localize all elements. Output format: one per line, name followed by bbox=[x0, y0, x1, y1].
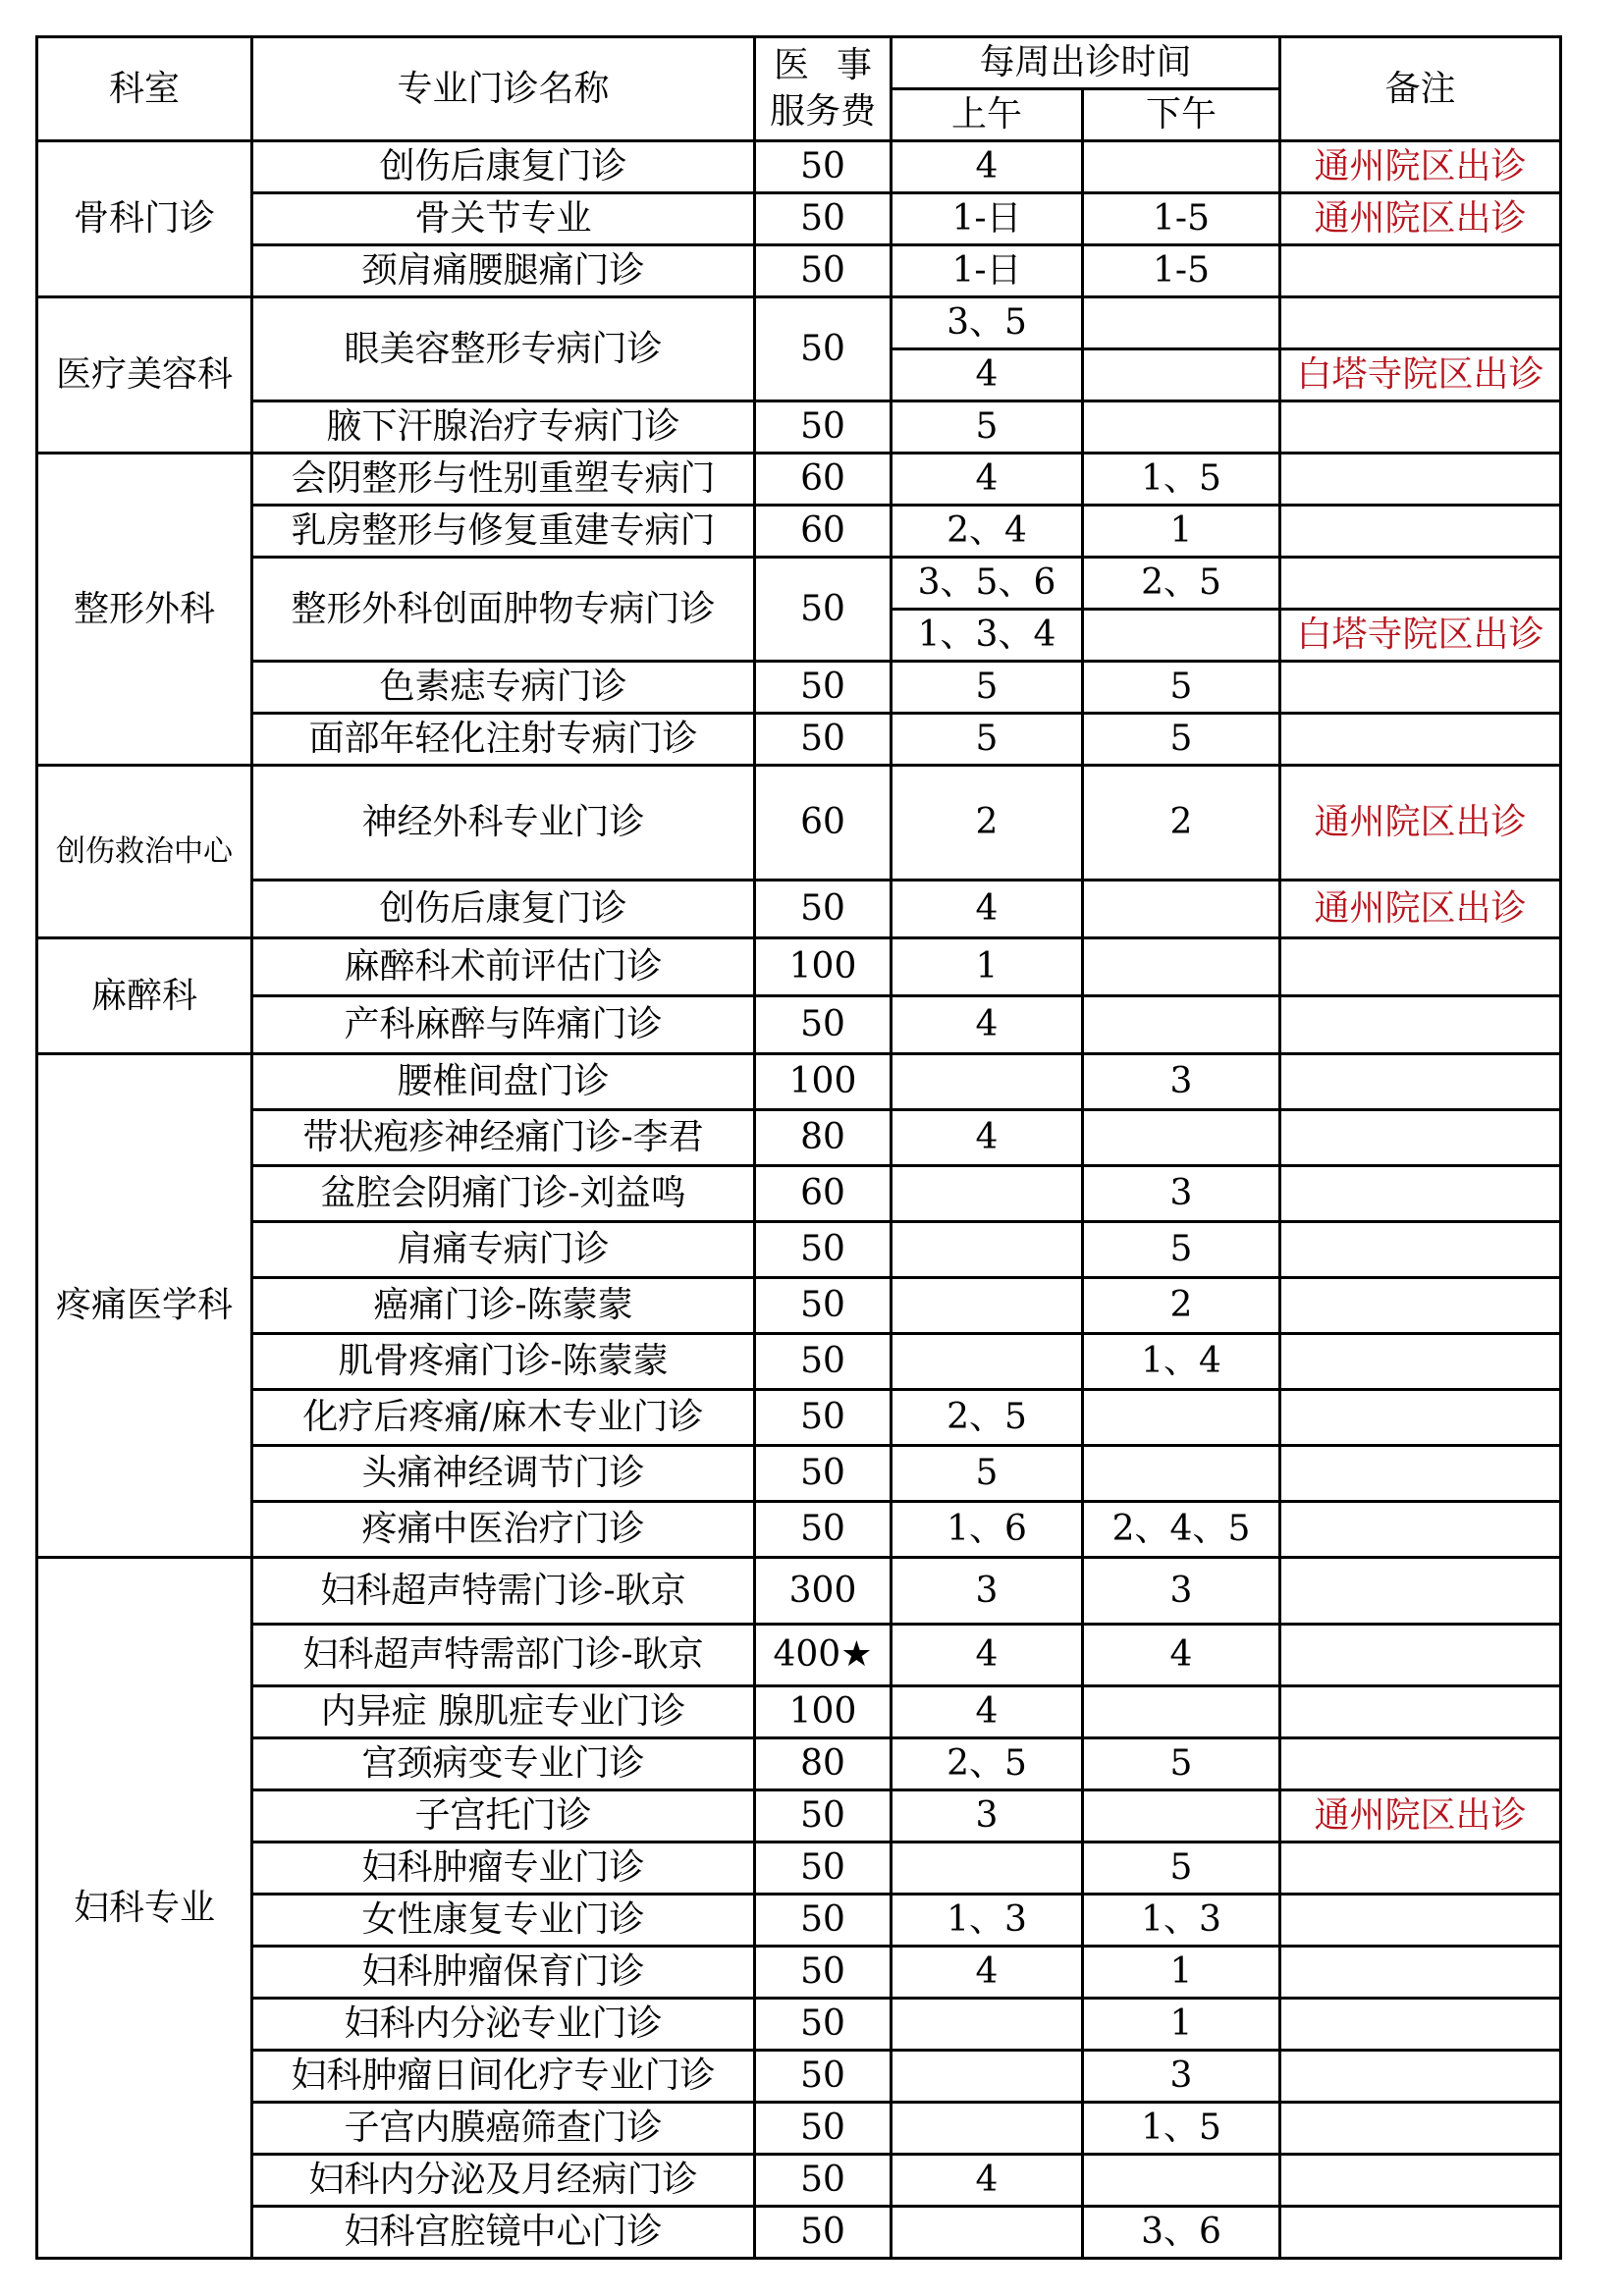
fee: 50 bbox=[755, 2207, 892, 2259]
am-days: 4 bbox=[892, 1947, 1083, 1999]
table-row bbox=[37, 1222, 1561, 1278]
fee: 100 bbox=[755, 1686, 892, 1738]
remark bbox=[1280, 1502, 1561, 1558]
fee: 50 bbox=[755, 996, 892, 1054]
table-row bbox=[37, 454, 1561, 506]
pm-days: 1、5 bbox=[1083, 454, 1280, 506]
clinic-name: 盆腔会阴痛门诊-刘益鸣 bbox=[252, 1166, 755, 1222]
fee: 50 bbox=[755, 881, 892, 938]
fee: 100 bbox=[755, 938, 892, 996]
header-pm: 下午 bbox=[1083, 89, 1280, 141]
remark bbox=[1280, 1110, 1561, 1166]
dept-cell: 麻醉科 bbox=[37, 938, 252, 1054]
table-row bbox=[37, 1842, 1561, 1895]
remark bbox=[1280, 506, 1561, 558]
remark bbox=[1280, 2051, 1561, 2103]
remark bbox=[1280, 558, 1561, 610]
clinic-name: 妇科肿瘤保育门诊 bbox=[252, 1947, 755, 1999]
fee: 50 bbox=[755, 2155, 892, 2207]
pm-days: 5 bbox=[1083, 1738, 1280, 1790]
am-days: 2 bbox=[892, 766, 1083, 881]
pm-days: 1 bbox=[1083, 1947, 1280, 1999]
am-days: 5 bbox=[892, 662, 1083, 714]
am-days: 4 bbox=[892, 141, 1083, 193]
am-days: 4 bbox=[892, 1686, 1083, 1738]
fee: 60 bbox=[755, 506, 892, 558]
clinic-name: 颈肩痛腰腿痛门诊 bbox=[252, 245, 755, 297]
am-days: 4 bbox=[892, 1110, 1083, 1166]
clinic-schedule-table bbox=[35, 35, 1562, 2260]
pm-days: 3 bbox=[1083, 2051, 1280, 2103]
pm-days: 1、5 bbox=[1083, 2103, 1280, 2155]
am-days: 2、5 bbox=[892, 1390, 1083, 1446]
header-fee-char-2: 事 bbox=[836, 44, 872, 85]
am-days bbox=[892, 1842, 1083, 1895]
clinic-name: 妇科内分泌及月经病门诊 bbox=[252, 2155, 755, 2207]
clinic-name: 肩痛专病门诊 bbox=[252, 1222, 755, 1278]
am-days: 1、3、4 bbox=[892, 610, 1083, 662]
am-days: 1、6 bbox=[892, 1502, 1083, 1558]
table-row bbox=[37, 141, 1561, 193]
table-row bbox=[37, 2155, 1561, 2207]
clinic-name: 产科麻醉与阵痛门诊 bbox=[252, 996, 755, 1054]
pm-days: 5 bbox=[1083, 1222, 1280, 1278]
fee: 50 bbox=[755, 2103, 892, 2155]
am-days: 1、3 bbox=[892, 1895, 1083, 1947]
am-days: 5 bbox=[892, 714, 1083, 766]
clinic-name: 色素痣专病门诊 bbox=[252, 662, 755, 714]
am-days: 4 bbox=[892, 349, 1083, 401]
table-row bbox=[37, 2051, 1561, 2103]
pm-days bbox=[1083, 938, 1280, 996]
clinic-name: 乳房整形与修复重建专病门 bbox=[252, 506, 755, 558]
remark bbox=[1280, 1166, 1561, 1222]
table-row bbox=[37, 245, 1561, 297]
header-weekly-schedule: 每周出诊时间 bbox=[892, 37, 1280, 89]
dept-cell: 整形外科 bbox=[37, 454, 252, 766]
remark bbox=[1280, 297, 1561, 349]
remark bbox=[1280, 1446, 1561, 1502]
clinic-name: 妇科宫腔镜中心门诊 bbox=[252, 2207, 755, 2259]
dept-cell: 骨科门诊 bbox=[37, 141, 252, 297]
table-row bbox=[37, 1334, 1561, 1390]
pm-days bbox=[1083, 141, 1280, 193]
fee: 50 bbox=[755, 1842, 892, 1895]
table-row bbox=[37, 996, 1561, 1054]
dept-cell: 疼痛医学科 bbox=[37, 1054, 252, 1558]
table-row bbox=[37, 1947, 1561, 1999]
clinic-name: 妇科超声特需部门诊-耿京 bbox=[252, 1625, 755, 1686]
header-fee-char-1: 医 bbox=[774, 44, 810, 85]
am-days: 4 bbox=[892, 1625, 1083, 1686]
header-clinic-name: 专业门诊名称 bbox=[252, 37, 755, 141]
am-days: 5 bbox=[892, 1446, 1083, 1502]
pm-days bbox=[1083, 1390, 1280, 1446]
clinic-name: 化疗后疼痛/麻木专业门诊 bbox=[252, 1390, 755, 1446]
pm-days bbox=[1083, 2155, 1280, 2207]
remark bbox=[1280, 714, 1561, 766]
remark: 通州院区出诊 bbox=[1280, 766, 1561, 881]
remark: 白塔寺院区出诊 bbox=[1280, 349, 1561, 401]
clinic-name: 女性康复专业门诊 bbox=[252, 1895, 755, 1947]
dept-cell: 创伤救治中心 bbox=[37, 766, 252, 938]
fee: 100 bbox=[755, 1054, 892, 1110]
pm-days bbox=[1083, 349, 1280, 401]
remark bbox=[1280, 245, 1561, 297]
dept-cell: 医疗美容科 bbox=[37, 297, 252, 454]
remark bbox=[1280, 1222, 1561, 1278]
table-row bbox=[37, 506, 1561, 558]
remark bbox=[1280, 1625, 1561, 1686]
clinic-name: 会阴整形与性别重塑专病门 bbox=[252, 454, 755, 506]
fee: 50 bbox=[755, 245, 892, 297]
remark bbox=[1280, 2103, 1561, 2155]
am-days bbox=[892, 1334, 1083, 1390]
fee: 50 bbox=[755, 297, 892, 401]
fee: 50 bbox=[755, 1278, 892, 1334]
remark bbox=[1280, 662, 1561, 714]
remark bbox=[1280, 1278, 1561, 1334]
clinic-name: 腋下汗腺治疗专病门诊 bbox=[252, 401, 755, 454]
clinic-name: 创伤后康复门诊 bbox=[252, 881, 755, 938]
clinic-name: 整形外科创面肿物专病门诊 bbox=[252, 558, 755, 662]
pm-days bbox=[1083, 1110, 1280, 1166]
am-days bbox=[892, 2207, 1083, 2259]
remark bbox=[1280, 1558, 1561, 1625]
pm-days: 2、4、5 bbox=[1083, 1502, 1280, 1558]
fee: 80 bbox=[755, 1738, 892, 1790]
table-row bbox=[37, 1625, 1561, 1686]
clinic-name: 神经外科专业门诊 bbox=[252, 766, 755, 881]
remark: 通州院区出诊 bbox=[1280, 193, 1561, 245]
am-days: 4 bbox=[892, 2155, 1083, 2207]
remark bbox=[1280, 1738, 1561, 1790]
am-days bbox=[892, 1166, 1083, 1222]
am-days: 3、5 bbox=[892, 297, 1083, 349]
clinic-name: 骨关节专业 bbox=[252, 193, 755, 245]
am-days: 4 bbox=[892, 454, 1083, 506]
am-days: 1 bbox=[892, 938, 1083, 996]
fee: 400★ bbox=[755, 1625, 892, 1686]
am-days bbox=[892, 1054, 1083, 1110]
fee: 60 bbox=[755, 1166, 892, 1222]
table-row bbox=[37, 938, 1561, 996]
remark: 通州院区出诊 bbox=[1280, 1790, 1561, 1842]
clinic-name: 眼美容整形专病门诊 bbox=[252, 297, 755, 401]
clinic-name: 妇科肿瘤专业门诊 bbox=[252, 1842, 755, 1895]
am-days: 5 bbox=[892, 401, 1083, 454]
remark bbox=[1280, 1842, 1561, 1895]
remark bbox=[1280, 401, 1561, 454]
table-row bbox=[37, 1446, 1561, 1502]
fee: 50 bbox=[755, 714, 892, 766]
clinic-name: 子宫内膜癌筛查门诊 bbox=[252, 2103, 755, 2155]
pm-days: 2 bbox=[1083, 766, 1280, 881]
pm-days: 5 bbox=[1083, 662, 1280, 714]
am-days: 2、5 bbox=[892, 1738, 1083, 1790]
pm-days bbox=[1083, 1790, 1280, 1842]
fee: 50 bbox=[755, 1334, 892, 1390]
table-row bbox=[37, 558, 1561, 610]
table-row bbox=[37, 881, 1561, 938]
fee: 50 bbox=[755, 401, 892, 454]
am-days: 3 bbox=[892, 1790, 1083, 1842]
am-days bbox=[892, 2103, 1083, 2155]
fee: 50 bbox=[755, 1999, 892, 2051]
am-days: 4 bbox=[892, 996, 1083, 1054]
clinic-name: 妇科肿瘤日间化疗专业门诊 bbox=[252, 2051, 755, 2103]
remark bbox=[1280, 1999, 1561, 2051]
table-row bbox=[37, 766, 1561, 881]
pm-days: 2、5 bbox=[1083, 558, 1280, 610]
header-am: 上午 bbox=[892, 89, 1083, 141]
pm-days: 1-5 bbox=[1083, 193, 1280, 245]
remark bbox=[1280, 1334, 1561, 1390]
pm-days: 3 bbox=[1083, 1054, 1280, 1110]
header-remark: 备注 bbox=[1280, 37, 1561, 141]
remark bbox=[1280, 2207, 1561, 2259]
clinic-name: 带状疱疹神经痛门诊-李君 bbox=[252, 1110, 755, 1166]
remark bbox=[1280, 2155, 1561, 2207]
fee: 50 bbox=[755, 662, 892, 714]
pm-days: 2 bbox=[1083, 1278, 1280, 1334]
remark bbox=[1280, 1054, 1561, 1110]
remark bbox=[1280, 1686, 1561, 1738]
pm-days: 1、3 bbox=[1083, 1895, 1280, 1947]
clinic-name: 疼痛中医治疗门诊 bbox=[252, 1502, 755, 1558]
pm-days: 4 bbox=[1083, 1625, 1280, 1686]
remark bbox=[1280, 996, 1561, 1054]
remark bbox=[1280, 454, 1561, 506]
fee: 60 bbox=[755, 766, 892, 881]
am-days: 3、5、6 bbox=[892, 558, 1083, 610]
fee: 50 bbox=[755, 558, 892, 662]
table-row bbox=[37, 1686, 1561, 1738]
pm-days: 1-5 bbox=[1083, 245, 1280, 297]
table-row bbox=[37, 1278, 1561, 1334]
pm-days: 3 bbox=[1083, 1558, 1280, 1625]
pm-days bbox=[1083, 401, 1280, 454]
table-row bbox=[37, 193, 1561, 245]
clinic-name: 妇科内分泌专业门诊 bbox=[252, 1999, 755, 2051]
am-days bbox=[892, 2051, 1083, 2103]
remark bbox=[1280, 1895, 1561, 1947]
table-row bbox=[37, 1738, 1561, 1790]
table-row bbox=[37, 1054, 1561, 1110]
header-fee-line-2: 服务费 bbox=[769, 90, 876, 132]
header-dept: 科室 bbox=[37, 37, 252, 141]
fee: 60 bbox=[755, 454, 892, 506]
am-days: 3 bbox=[892, 1558, 1083, 1625]
table-row bbox=[37, 2207, 1561, 2259]
table-row bbox=[37, 1999, 1561, 2051]
pm-days: 3 bbox=[1083, 1166, 1280, 1222]
table-row bbox=[37, 2103, 1561, 2155]
clinic-name: 麻醉科术前评估门诊 bbox=[252, 938, 755, 996]
pm-days: 1、4 bbox=[1083, 1334, 1280, 1390]
clinic-name: 子宫托门诊 bbox=[252, 1790, 755, 1842]
pm-days: 1 bbox=[1083, 506, 1280, 558]
fee: 50 bbox=[755, 193, 892, 245]
table-row bbox=[37, 1110, 1561, 1166]
pm-days: 1 bbox=[1083, 1999, 1280, 2051]
am-days: 4 bbox=[892, 881, 1083, 938]
table-row bbox=[37, 714, 1561, 766]
table-row bbox=[37, 1558, 1561, 1625]
remark bbox=[1280, 938, 1561, 996]
clinic-name: 肌骨疼痛门诊-陈蒙蒙 bbox=[252, 1334, 755, 1390]
pm-days bbox=[1083, 1446, 1280, 1502]
clinic-name: 腰椎间盘门诊 bbox=[252, 1054, 755, 1110]
table-row bbox=[37, 662, 1561, 714]
pm-days: 5 bbox=[1083, 714, 1280, 766]
table-row bbox=[37, 1790, 1561, 1842]
clinic-name: 创伤后康复门诊 bbox=[252, 141, 755, 193]
fee: 50 bbox=[755, 1947, 892, 1999]
table-row bbox=[37, 1166, 1561, 1222]
pm-days bbox=[1083, 610, 1280, 662]
table-row bbox=[37, 1502, 1561, 1558]
remark: 白塔寺院区出诊 bbox=[1280, 610, 1561, 662]
pm-days bbox=[1083, 881, 1280, 938]
clinic-name: 内异症 腺肌症专业门诊 bbox=[252, 1686, 755, 1738]
fee: 50 bbox=[755, 1895, 892, 1947]
pm-days bbox=[1083, 1686, 1280, 1738]
fee: 50 bbox=[755, 2051, 892, 2103]
remark: 通州院区出诊 bbox=[1280, 141, 1561, 193]
fee: 50 bbox=[755, 1790, 892, 1842]
fee: 50 bbox=[755, 1390, 892, 1446]
table-row bbox=[37, 401, 1561, 454]
am-days bbox=[892, 1999, 1083, 2051]
fee: 50 bbox=[755, 1446, 892, 1502]
am-days: 1-日 bbox=[892, 245, 1083, 297]
pm-days bbox=[1083, 297, 1280, 349]
clinic-name: 癌痛门诊-陈蒙蒙 bbox=[252, 1278, 755, 1334]
clinic-name: 头痛神经调节门诊 bbox=[252, 1446, 755, 1502]
am-days bbox=[892, 1222, 1083, 1278]
pm-days bbox=[1083, 996, 1280, 1054]
table-row bbox=[37, 1390, 1561, 1446]
pm-days: 3、6 bbox=[1083, 2207, 1280, 2259]
am-days: 2、4 bbox=[892, 506, 1083, 558]
fee: 50 bbox=[755, 1502, 892, 1558]
remark: 通州院区出诊 bbox=[1280, 881, 1561, 938]
dept-cell: 妇科专业 bbox=[37, 1558, 252, 2259]
table-row bbox=[37, 297, 1561, 349]
fee: 300 bbox=[755, 1558, 892, 1625]
fee: 50 bbox=[755, 1222, 892, 1278]
pm-days: 5 bbox=[1083, 1842, 1280, 1895]
remark bbox=[1280, 1390, 1561, 1446]
am-days bbox=[892, 1278, 1083, 1334]
clinic-name: 宫颈病变专业门诊 bbox=[252, 1738, 755, 1790]
header-service-fee bbox=[755, 37, 892, 141]
fee: 50 bbox=[755, 141, 892, 193]
am-days: 1-日 bbox=[892, 193, 1083, 245]
clinic-name: 面部年轻化注射专病门诊 bbox=[252, 714, 755, 766]
table-row bbox=[37, 1895, 1561, 1947]
clinic-name: 妇科超声特需门诊-耿京 bbox=[252, 1558, 755, 1625]
fee: 80 bbox=[755, 1110, 892, 1166]
remark bbox=[1280, 1947, 1561, 1999]
